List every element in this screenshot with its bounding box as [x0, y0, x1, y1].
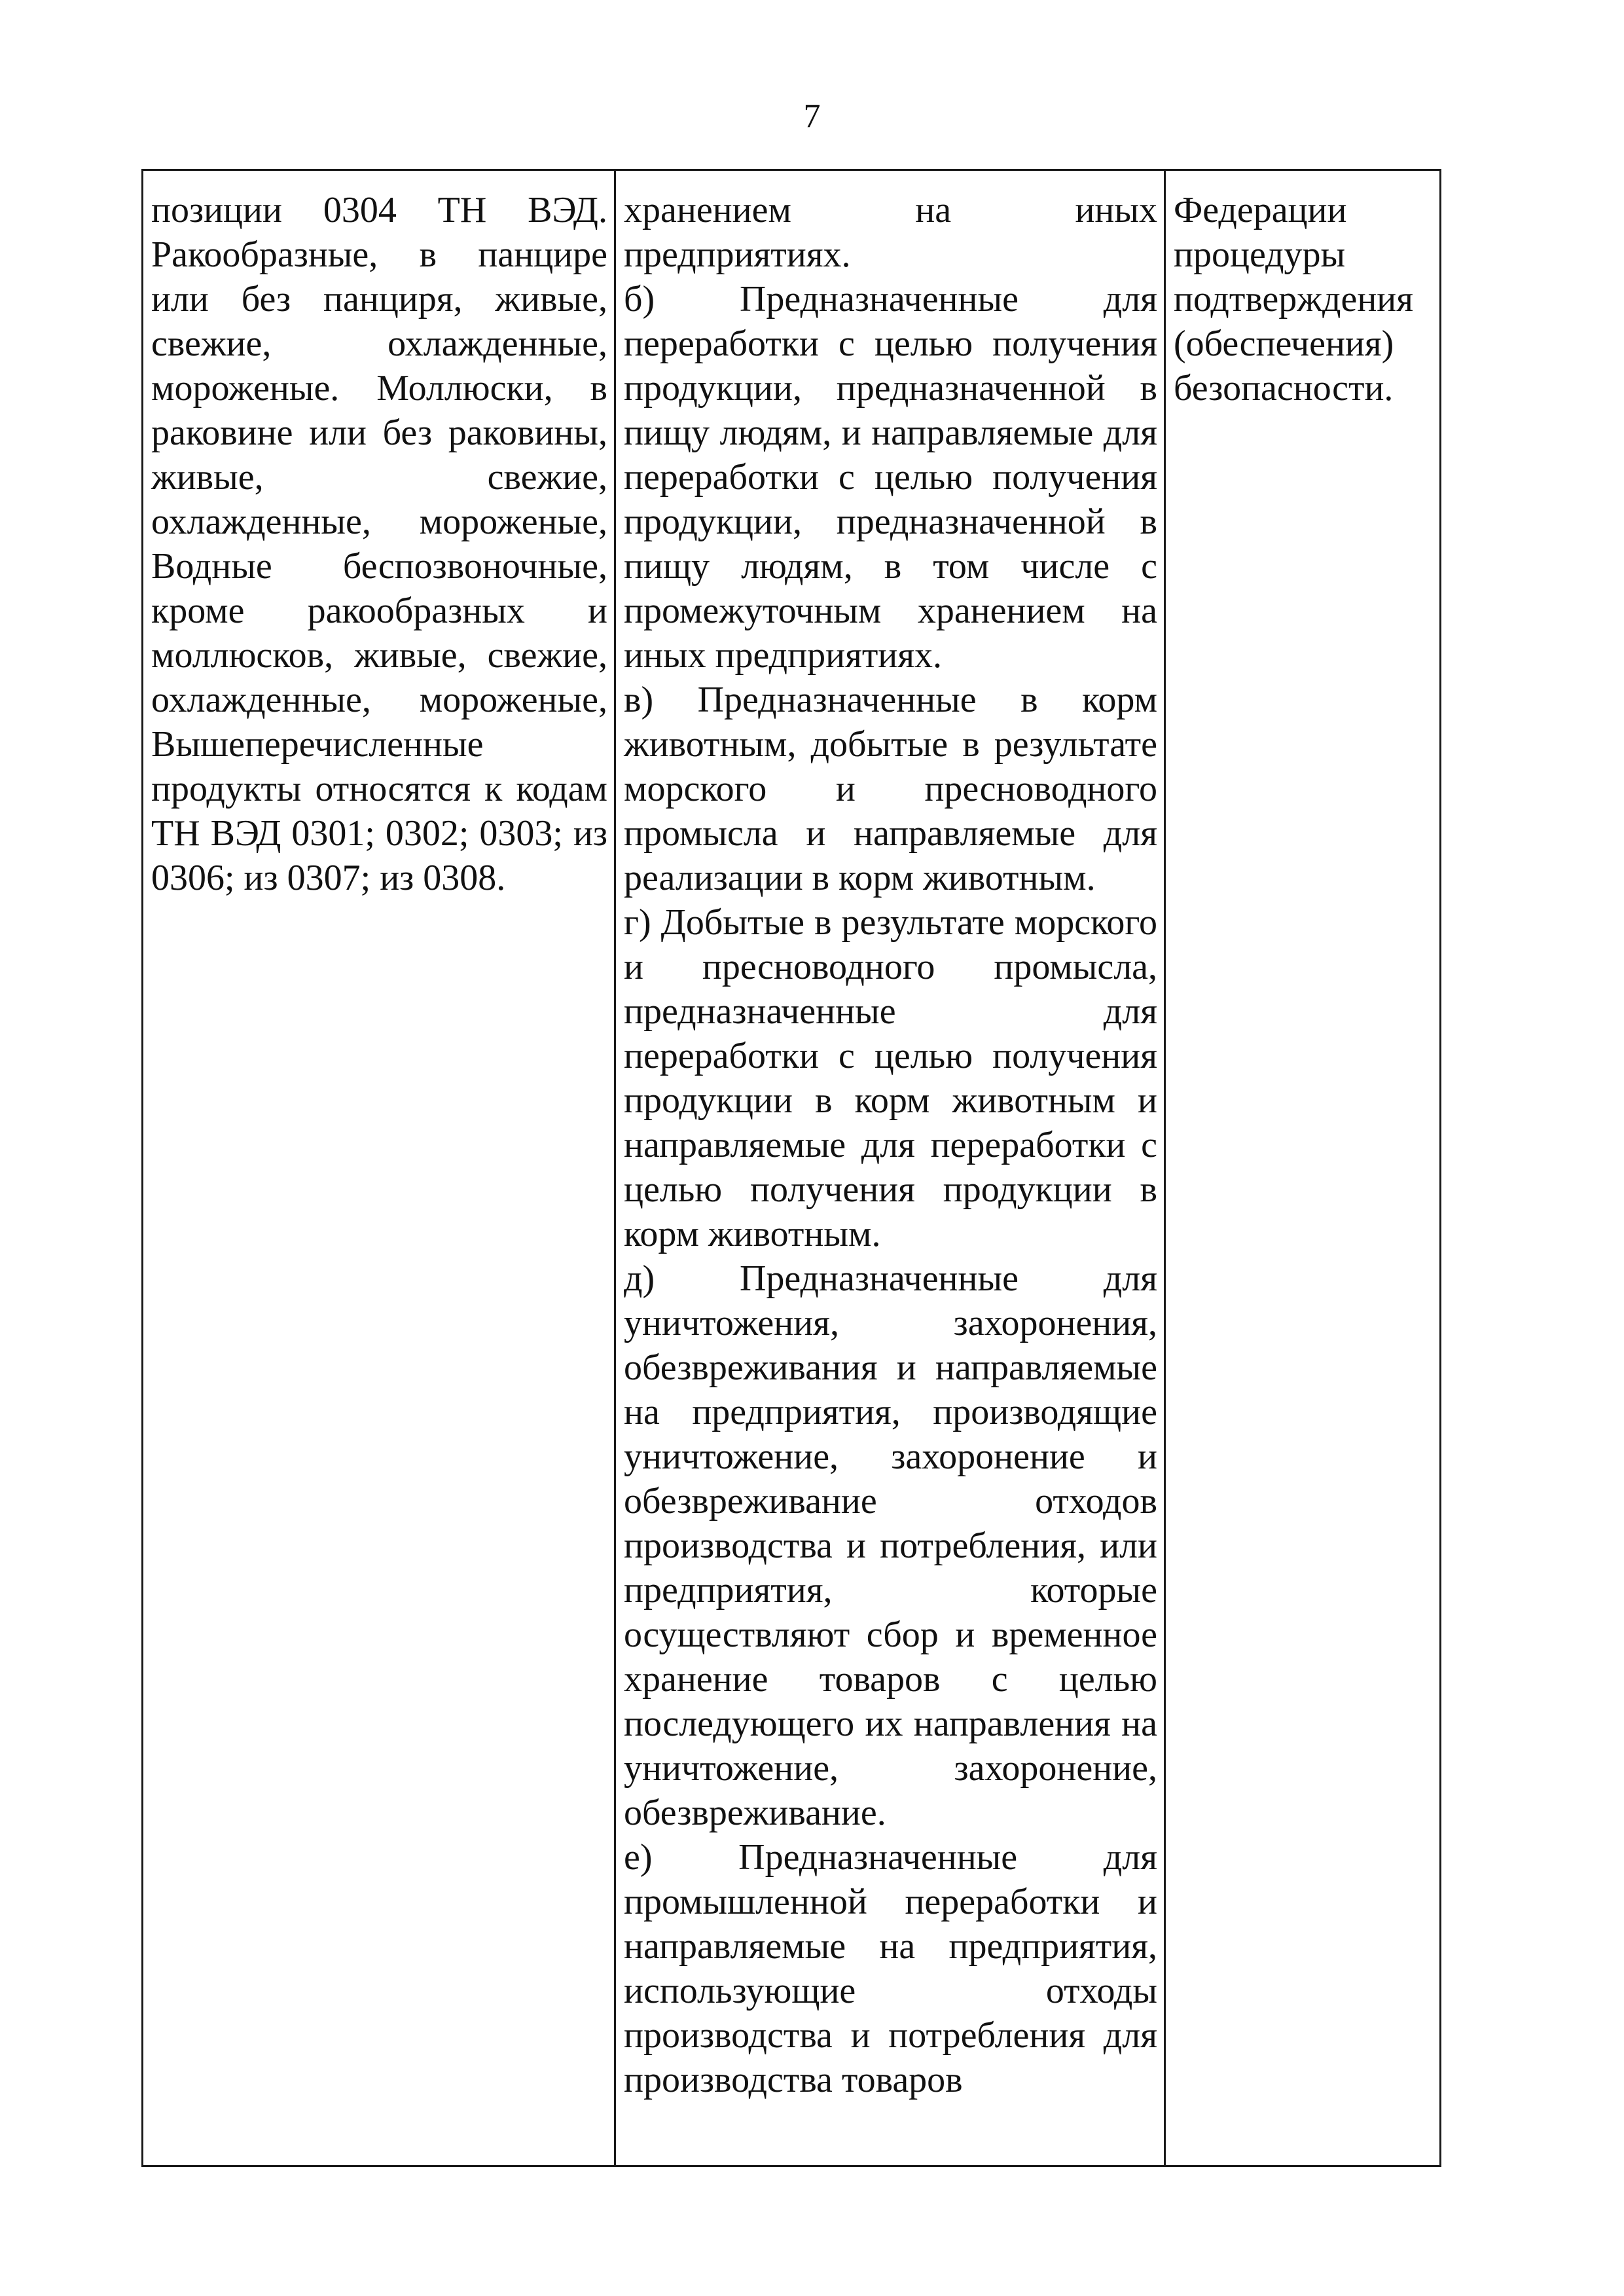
page-number: 7 — [803, 98, 821, 135]
purpose-paragraph: е) Предназначенные для промышленной переработки и направляемые на предприятия, использующие отходы производства и потребления для производства товаров — [624, 1837, 1157, 2100]
table-row — [143, 170, 1441, 2166]
purpose-paragraph: хранением на иных предприятиях. — [624, 190, 1157, 275]
purpose-paragraph: б) Предназначенные для переработки с целью получения продукции, предназначенной в пищу людям, и направляемые для переработки с целью получения продукции, предназначенной в пищу людям, в том числе с промежуточным хранением на иных предприятиях. — [624, 279, 1157, 676]
purpose-paragraph: г) Добытые в результате морского и пресноводного промысла, предназначенные для переработки с целью получения продукции в корм животным и направляемые для переработки с целью получения продукции в корм животным. — [624, 902, 1157, 1254]
product-description-text: позиции 0304 ТН ВЭД. Ракообразные, в панцире или без панциря, живые, свежие, охлажденные, мороженые. Моллюски, в раковине или без раковины, живые, свежие, охлажденные, мороженые, Водные беспозвоночные, кроме ракообразных и моллюсков, живые, свежие, охлажденные, мороженые, Вышеперечисленные продукты относятся к кодам ТН ВЭД 0301; 0302; 0303; из 0306; из 0307; из 0308. — [151, 190, 607, 898]
purpose-paragraph: в) Предназначенные в корм животным, добытые в результате морского и пресноводного промысла и направляемые для реализации в корм животным. — [624, 680, 1157, 898]
regulation-table — [141, 169, 1441, 2167]
procedure-cell — [1165, 170, 1441, 2166]
product-description-cell — [143, 170, 615, 2166]
purpose-cell — [615, 170, 1165, 2166]
purpose-paragraph: д) Предназначенные для уничтожения, захоронения, обезвреживания и направляемые на предприятия, производящие уничтожение, захоронение и обезвреживание отходов производства и потребления, или предприятия, которые осуществляют сбор и временное хранение товаров с целью последующего их направления на уничтожение, захоронение, обезвреживание. — [624, 1258, 1157, 1833]
procedure-text: Федерации процедуры подтверждения (обеспечения) безопасности. — [1174, 190, 1414, 409]
